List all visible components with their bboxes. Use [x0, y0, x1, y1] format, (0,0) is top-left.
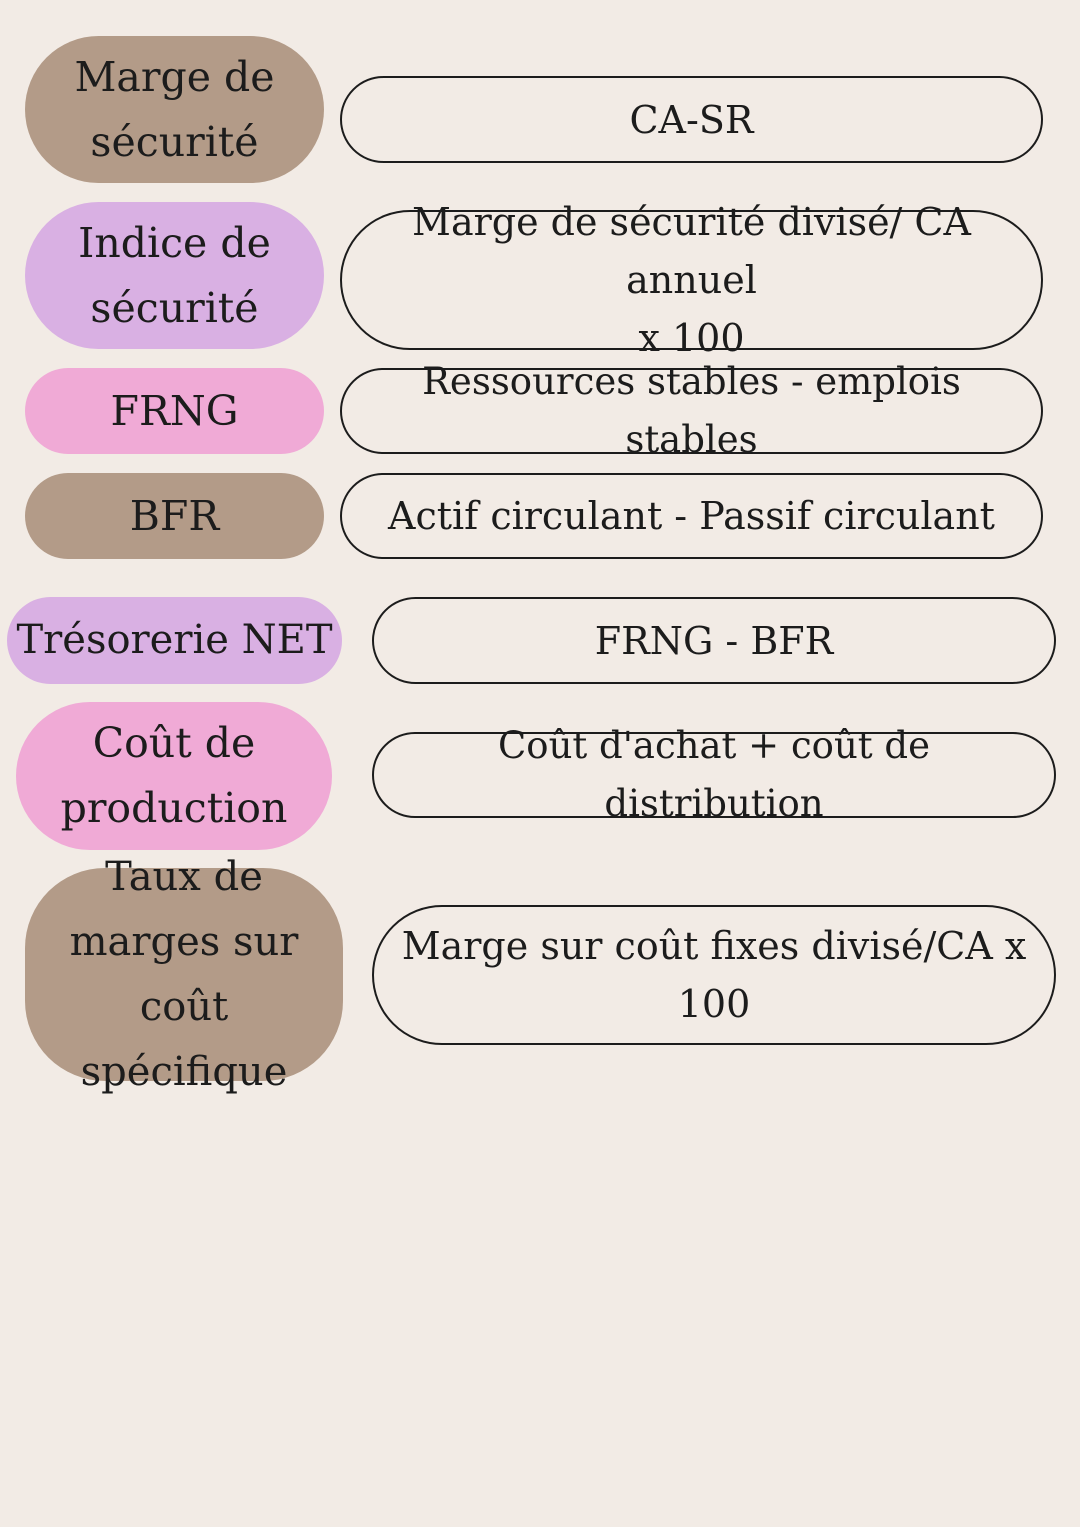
term-indice-de-securite: Indice de sécurité	[25, 202, 324, 349]
formula-indice-de-securite: Marge de sécurité divisé/ CA annuel x 100	[340, 210, 1043, 350]
formula-tresorerie-net: FRNG - BFR	[372, 597, 1056, 684]
term-taux-de-marges: Taux de marges sur coût spécifique	[25, 868, 343, 1081]
term-bfr: BFR	[25, 473, 324, 559]
formula-cout-de-production: Coût d'achat + coût de distribution	[372, 732, 1056, 818]
term-marge-de-securite: Marge de sécurité	[25, 36, 324, 183]
formula-taux-de-marges: Marge sur coût fixes divisé/CA x 100	[372, 905, 1056, 1045]
term-tresorerie-net: Trésorerie NET	[7, 597, 342, 684]
formula-frng: Ressources stables - emplois stables	[340, 368, 1043, 454]
formula-bfr: Actif circulant - Passif circulant	[340, 473, 1043, 559]
term-frng: FRNG	[25, 368, 324, 454]
term-cout-de-production: Coût de production	[16, 702, 332, 850]
formula-marge-de-securite: CA-SR	[340, 76, 1043, 163]
